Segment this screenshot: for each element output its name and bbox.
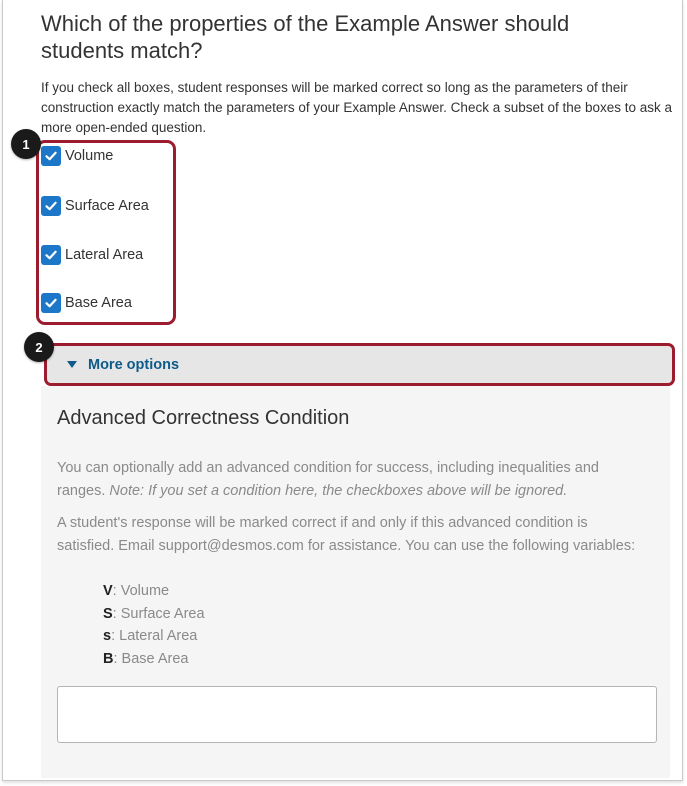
intro-text: If you check all boxes, student responses will be marked correct so long as the parameters of their construction exactly match the parameters of your Example Answer. Check a subset of the boxes to ask a more open-ended question. xyxy=(41,80,673,135)
check-icon xyxy=(44,296,58,310)
caret-down-icon xyxy=(67,361,77,368)
advanced-explanation: A student's response will be marked correct if and only if this advanced condition is satisfied. Email support@desmos.com for assistance. You can use the following variables: xyxy=(57,515,636,554)
advanced-condition-input[interactable] xyxy=(57,686,657,743)
checkbox-row-volume[interactable] xyxy=(41,146,113,166)
advanced-title: Advanced Correctness Condition xyxy=(57,407,350,429)
callout-badge-2: 2 xyxy=(24,332,54,362)
advanced-panel xyxy=(41,386,670,778)
checkbox-base-area[interactable] xyxy=(41,293,61,313)
variable-item xyxy=(103,648,205,671)
advanced-description-text: You can optionally add an advanced condition for success, including inequalities and ranges. xyxy=(57,460,599,499)
variable-symbol: S xyxy=(103,605,113,622)
checkbox-lateral-area[interactable] xyxy=(41,245,61,265)
checkbox-volume[interactable] xyxy=(41,146,61,166)
check-icon xyxy=(44,149,58,163)
variable-item xyxy=(103,580,205,603)
checkbox-label: Volume xyxy=(65,148,114,164)
variable-item xyxy=(103,603,205,626)
variable-symbol: V xyxy=(103,583,113,599)
advanced-description xyxy=(57,457,647,503)
checkbox-label: Surface Area xyxy=(65,198,149,214)
variable-name: : Lateral Area xyxy=(111,628,198,644)
variable-symbol: B xyxy=(103,650,114,667)
checkbox-row-base-area[interactable] xyxy=(41,293,132,313)
more-options-label: More options xyxy=(88,356,180,373)
advanced-note: Note: If you set a condition here, the checkboxes above will be ignored. xyxy=(109,483,568,499)
variable-name: : Base Area xyxy=(113,650,189,667)
more-options-toggle[interactable] xyxy=(44,343,675,386)
variable-item xyxy=(103,625,205,648)
checkbox-label: Lateral Area xyxy=(65,247,144,263)
variable-name: : Surface Area xyxy=(112,605,205,622)
checkbox-label: Base Area xyxy=(65,295,132,311)
callout-badge-1: 1 xyxy=(11,129,41,159)
page-title: Which of the properties of the Example Answer should students match? xyxy=(41,11,570,63)
variable-name: : Volume xyxy=(112,583,170,599)
checkbox-row-lateral-area[interactable] xyxy=(41,245,143,265)
check-icon xyxy=(44,199,58,213)
variable-list xyxy=(103,580,205,670)
variable-symbol: s xyxy=(103,628,112,644)
checkbox-surface-area[interactable] xyxy=(41,196,61,216)
checkbox-row-surface-area[interactable] xyxy=(41,196,149,216)
check-icon xyxy=(44,248,58,262)
